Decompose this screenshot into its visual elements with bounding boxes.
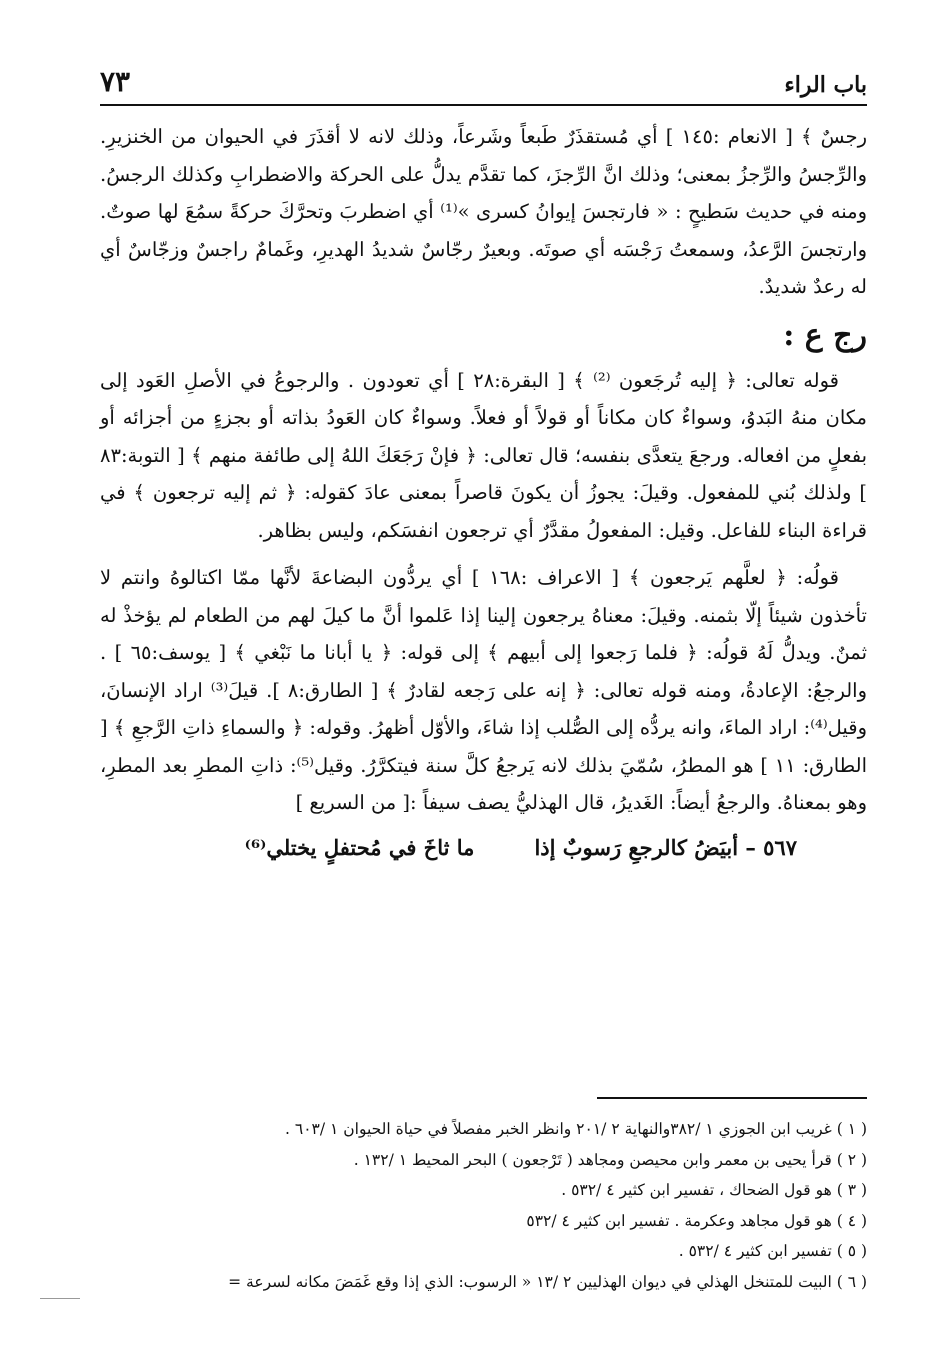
verse-first-hemistich: ٥٦٧ – أبيَضُ كالرجعِ رَسوبٌ إذا bbox=[534, 834, 797, 860]
entry-heading: رج ع : bbox=[783, 317, 867, 353]
page-number: ٧٣ bbox=[100, 65, 131, 98]
footnote-2: ( ٢ ) قرأ يحيى بن معمر وابن محيصن ومجاهد ( تَرْجعون ) البحر المحيط ١ /١٣٢ . bbox=[353, 1150, 867, 1169]
main-text bbox=[100, 118, 867, 868]
running-title: باب الراء bbox=[784, 72, 867, 98]
footnote-1: ( ١ ) غريب ابن الجوزي ١ /٣٨٢والنهاية ٢ /٢٠١ وانظر الخبر مفصلاً في حياة الحيوان ١ /٦٠٣ . bbox=[285, 1120, 867, 1138]
scan-mark bbox=[40, 1298, 80, 1299]
paragraph-rijs-continuation: رجسٌ ﴾ [ الانعام :١٤٥ ] أي مُستقذَرٌ طَبعاً وشَرعاً، وذلك لانه لا أقذَرَ في الحيوان من الخنزيرِ. والرِّجسُ والرِّجزُ بمعنى؛ وذلك انَّ الرِّجزَ، كما تقدَّم يدلُّ على الحركة والاضطرابِ وكذلك الرجسُ. ومنه في حديث سَطيحٍ : « فارتجسَ إيوانُ كسرى »⁽¹⁾ أي اضطربَ وتحرَّكَ حركةً سمُعَ لها صوتٌ. وارتجسَ الرَّعدُ، وسمعتُ رَجْسَه أي صوتَه. وبعيرٌ رجّاسٌ شديدُ الهديرِ، وغَمامٌ راجسٌ وزجّاسٌ أي له رعدٌ شديدٌ. bbox=[100, 125, 867, 298]
paragraph-rj-1: قوله تعالى: ﴿ إليه تُرجَعون ⁽²⁾ ﴾ [ البقرة:٢٨ ] أي تعودون . والرجوعُ في الأصلِ العَود إلى مكان منهُ البَدوُ، وسواءٌ كان مكاناً أو قولاً أو فعلاً. وسواءٌ كان العَودُ بذاته أو بجزءٍ من أجزائه أو بفعلٍ من افعاله. ورجعَ يتعدَّى بنفسه؛ قال تعالى: ﴿ فإنْ رَجَعَكَ اللهُ إلى طائفة منهم ﴾ [ التوبة:٨٣ ] ولذلك بُني للمفعول. وقيلَ: يجوزُ أن يكونَ قاصراً بمعنى عادَ كقوله: ﴿ ثم إليه ترجعون ﴾ في قراءة البناء للفاعل. وقيل: المفعولُ مقدَّرٌ أي ترجعون انفسَكم، وليس بظاهر. bbox=[100, 368, 867, 542]
footnotes bbox=[100, 1114, 867, 1297]
running-head bbox=[100, 58, 867, 106]
footnote-separator bbox=[597, 1097, 867, 1099]
paragraph-rj-2: قولُه: ﴿ لعلَّهم يَرجعون ﴾ [ الاعراف :١٦٨ ] أي يردُّون البضاعةَ لأنَّها ممّا اكتالوهُ وانتم لا تأخذون شيئاً إلّا بثمنه. وقيلَ: معناهُ يرجعون إلينا إذا عَلموا أنَّ ما كيلَ لهم من الطعام لم يؤخذْ له ثمنٌ. ويدلُّ لَهُ قولُه: ﴿ فلما رَجعوا إلى أبيهم ﴾ إلى قوله: ﴿ يا أبانا ما نَبْغي ﴾ [ يوسف:٦٥ ] . والرجعُ: الإعادةُ، ومنه قوله تعالى: ﴿ إنه على رَجعه لقادرٌ ﴾ [ الطارق:٨ ]. قيلَ⁽³⁾ اراد الإنسانَ، وقيل⁽⁴⁾: اراد الماءَ، وانه يردُّه إلى الصُّلب إذا شاءَ، والأوّل أظهرُ. وقوله: ﴿ والسماءِ ذاتِ الرَّجعِ ﴾ [ الطارق: ١١ ] هو المطرُ، سُمّيَ بذلك لانه يَرجعُ كلَّ سنة فيتكرَّرُ. وقيل⁽⁵⁾: ذاتِ المطرِ بعد المطرِ، وهو بمعناهُ. والرجعُ أيضاً: الغَديرُ، قال الهذليُّ يصف سيفاً :[ من السريع ] bbox=[100, 566, 868, 814]
poetry-verse bbox=[100, 828, 867, 868]
footnote-4: ( ٤ ) هو قول مجاهد وعكرمة . تفسير ابن كثير ٤ /٥٣٢ bbox=[526, 1211, 867, 1230]
footnote-5: ( ٥ ) تفسير ابن كثير ٤ /٥٣٢ . bbox=[678, 1242, 867, 1260]
footnote-6: ( ٦ ) البيت للمتنخل الهذلي في ديوان الهذليين ٢ /١٣ « الرسوب: الذي إذا وقع غَمَضَ مكانه لسرعة = bbox=[228, 1272, 867, 1291]
footnote-3: ( ٣ ) هو قول الضحاك ، تفسير ابن كثير ٤ /٥٣٢ . bbox=[561, 1181, 867, 1199]
verse-second-hemistich: ما ثاخَ في مُحتفلٍ يختلي⁽⁶⁾ bbox=[244, 834, 475, 860]
